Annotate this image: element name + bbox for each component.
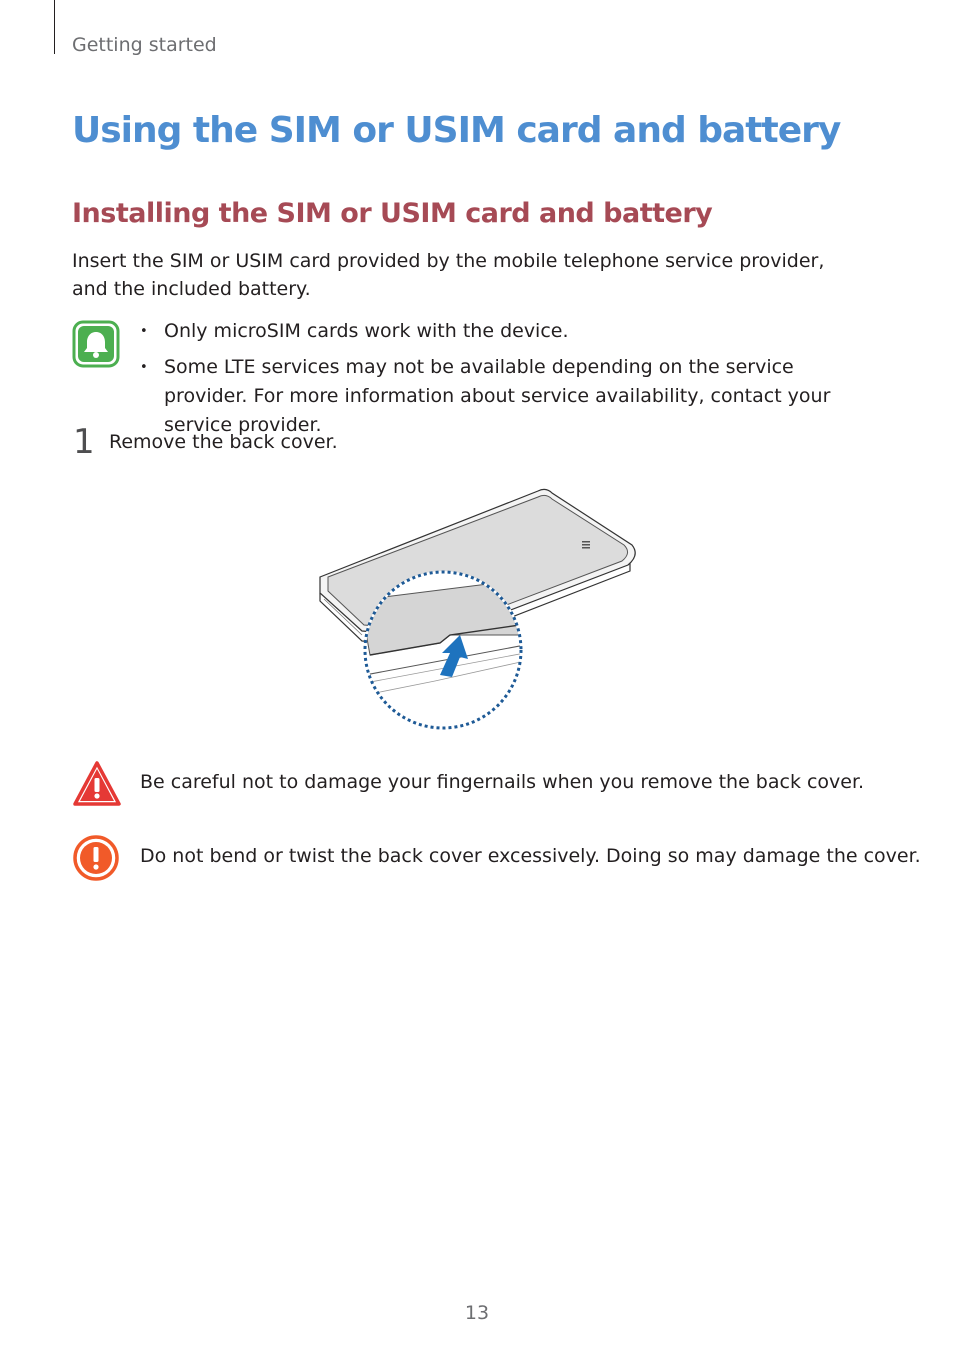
page-number: 13	[464, 1302, 490, 1324]
warning-text: Be careful not to damage your fingernails when you remove the back cover.	[140, 771, 865, 793]
note-list	[140, 317, 860, 447]
caution-circle-icon	[72, 834, 120, 882]
caution-text: Do not bend or twist the back cover excessively. Doing so may damage the cover.	[140, 845, 921, 867]
note-item: • Only microSIM cards work with the device.	[140, 317, 860, 346]
back-cover-illustration	[310, 485, 640, 735]
step-text: Remove the back cover.	[109, 431, 338, 453]
warning-triangle-icon	[72, 760, 122, 808]
note-bell-icon	[72, 320, 120, 368]
note-item: • Some LTE services may not be available depending on the service provider. For more information about service availability, contact your service provider.	[140, 353, 860, 440]
intro-paragraph: Insert the SIM or USIM card provided by the mobile telephone service provider, and the included battery.	[72, 250, 825, 300]
page-title: Using the SIM or USIM card and battery	[72, 110, 841, 151]
left-margin-rule	[54, 0, 55, 54]
section-title: Installing the SIM or USIM card and battery	[72, 198, 713, 229]
step-number: 1	[73, 422, 95, 462]
running-header: Getting started	[72, 34, 217, 56]
